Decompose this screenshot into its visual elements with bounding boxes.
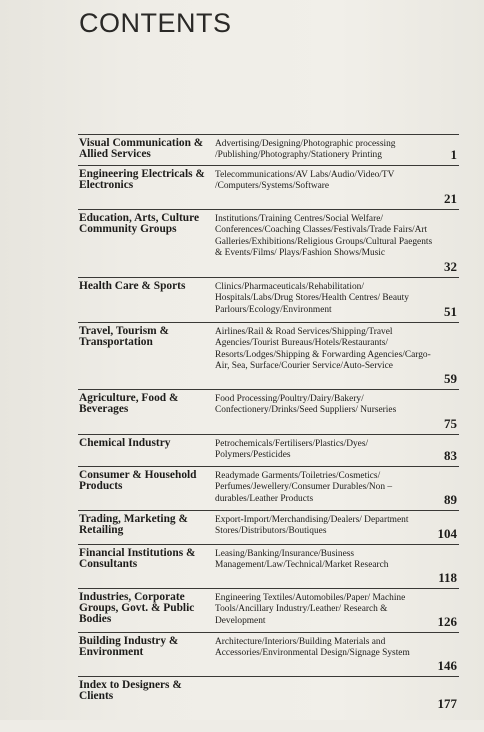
section-title: Agriculture, Food & Beverages [79,392,179,415]
section-title: Travel, Tourism & Transportation [79,325,169,348]
section-description: Architecture/Interiors/Building Materials and Accessories/Environmental Design/Signage System [215,637,410,659]
toc-entry [78,544,459,588]
toc-entry [78,134,459,165]
section-description [215,679,437,681]
section-title: Consumer & Household Products [79,469,197,492]
page-number: 118 [438,570,457,585]
section-description: Readymade Garments/Toiletries/Cosmetics/ Perfumes/Jewellery/Consumer Durables/Non – durables/Leather Products [215,471,393,504]
page-number: 104 [437,526,457,541]
section-description: Food Processing/Poultry/Dairy/Bakery/ Confectionery/Drinks/Seed Suppliers/ Nurseries [215,394,397,416]
section-title: Education, Arts, Culture Community Groups [79,212,200,235]
toc-entry [78,165,459,209]
toc-entry [78,209,459,277]
toc-entry [78,676,459,732]
page-number: 89 [444,492,457,507]
section-description: Airlines/Rail & Road Services/Shipping/Travel Agencies/Tourist Bureaus/Hotels/Restaurants/ Resorts/Lodges/Shipping & Forwarding Agencies/Cargo-Air, Sea, Surface/Courier Service/Auto-Service [215,327,431,371]
toc-entry [78,434,459,466]
toc-entry [78,588,459,632]
section-title: Engineering Electricals & Electronics [79,168,205,191]
section-title: Visual Communication & Allied Services [79,137,204,160]
page-number: 32 [444,259,457,274]
toc-entry [78,322,459,389]
page-number: 21 [444,191,457,206]
section-description: Petrochemicals/Fertilisers/Plastics/Dyes/ Polymers/Pesticides [215,439,369,461]
page-title: CONTENTS [79,8,232,38]
toc-entry [78,510,459,544]
section-description: Institutions/Training Centres/Social Welfare/ Conferences/Coaching Classes/Festivals/Trade Fairs/Art Galleries/Exhibitions/Religious Groups/Cultural Paegents & Events/Films/ Plays/Fashion Shows/Music [215,214,433,258]
toc-entry [78,632,459,676]
section-description: Telecommunications/AV Labs/Audio/Video/TV /Computers/Systems/Software [215,170,395,192]
section-title: Chemical Industry [79,437,171,449]
section-description: Advertising/Designing/Photographic processing /Publishing/Photography/Stationery Printing [215,139,396,161]
page-number: 59 [444,371,457,386]
section-description: Engineering Textiles/Automobiles/Paper/ Machine Tools/Ancillary Industry/Leather/ Research & Development [215,593,406,626]
page-number: 1 [450,147,457,162]
section-title: Index to Designers & Clients [79,679,182,702]
toc-entry [78,277,459,322]
section-description: Export-Import/Merchandising/Dealers/ Department Stores/Distributors/Boutiques [215,515,409,537]
section-title: Health Care & Sports [79,280,186,292]
section-title: Building Industry & Environment [79,635,179,658]
table-of-contents [78,134,459,732]
section-title: Trading, Marketing & Retailing [79,513,188,536]
toc-entry [78,389,459,434]
toc-entry [78,466,459,510]
page-number: 75 [444,416,457,431]
section-title: Financial Institutions & Consultants [79,547,196,570]
page-number: 126 [437,614,457,629]
page-number: 177 [437,696,457,711]
section-description: Leasing/Banking/Insurance/Business Management/Law/Technical/Market Research [215,549,389,571]
section-description: Clinics/Pharmaceuticals/Rehabilitation/ Hospitals/Labs/Drug Stores/Health Centres/ Beauty Parlours/Ecology/Environment [215,282,409,315]
page-number: 83 [444,448,457,463]
page-number: 51 [444,304,457,319]
section-title: Industries, Corporate Groups, Govt. & Public Bodies [79,591,195,625]
page-number: 146 [437,658,457,673]
